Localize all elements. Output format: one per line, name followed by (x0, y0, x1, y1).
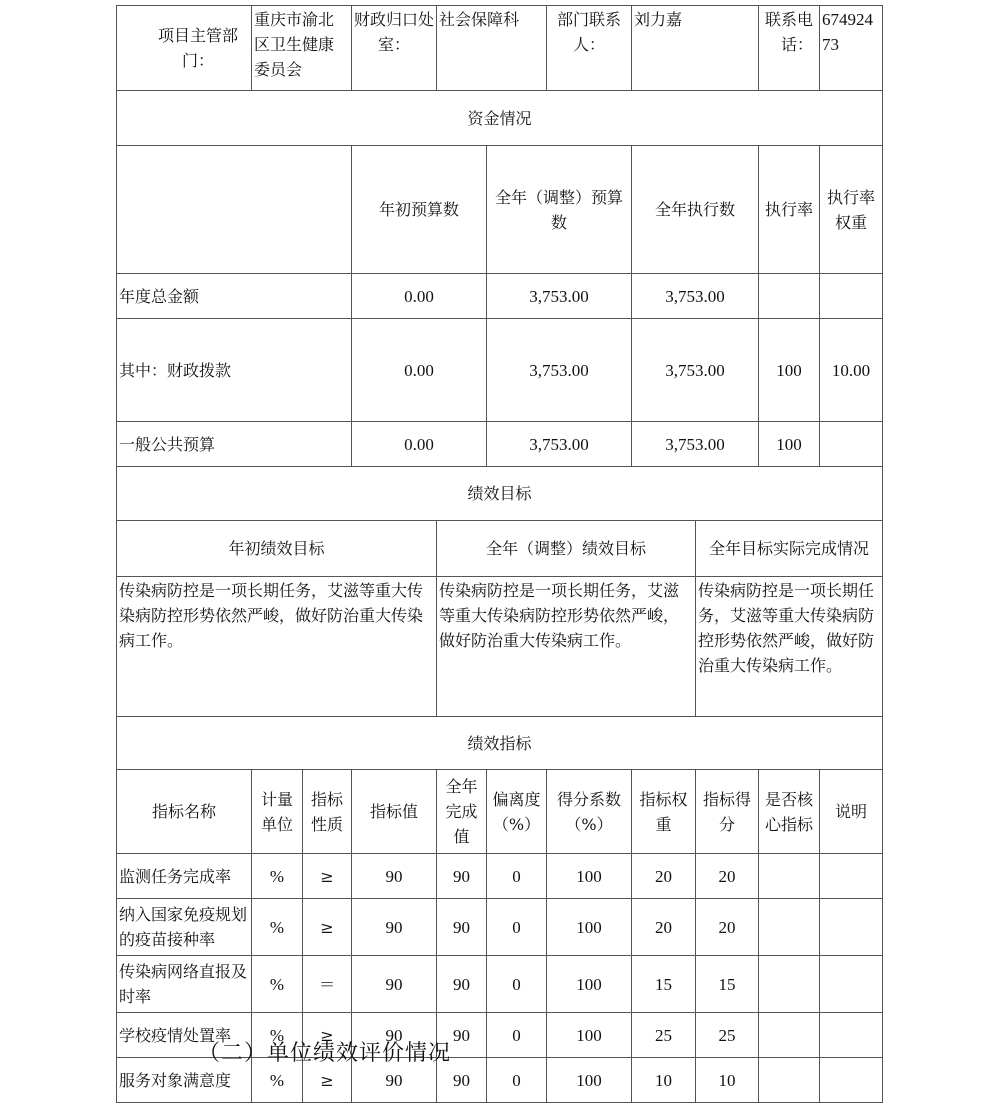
ind-score: 10 (696, 1058, 759, 1103)
ind-actual: 90 (437, 1058, 487, 1103)
ind-core (759, 956, 820, 1013)
ind-nature: ＝ (303, 956, 352, 1013)
funds-row-adjusted: 3,753.00 (487, 319, 632, 422)
ind-note (820, 854, 883, 899)
ind-header-note: 说明 (820, 770, 883, 854)
funds-row-weight: 10.00 (820, 319, 883, 422)
ind-name: 监测任务完成率 (117, 854, 252, 899)
indicators-section-title: 绩效指标 (117, 717, 883, 770)
ind-note (820, 956, 883, 1013)
ind-weight: 20 (632, 899, 696, 956)
ind-value: 90 (352, 899, 437, 956)
funds-header-adjusted: 全年（调整）预算数 (487, 146, 632, 274)
ind-name: 传染病网络直报及时率 (117, 956, 252, 1013)
ind-note (820, 899, 883, 956)
ind-core (759, 899, 820, 956)
ind-name: 服务对象满意度 (117, 1058, 252, 1103)
ind-actual: 90 (437, 1013, 487, 1058)
ind-header-coef: 得分系数（%） (547, 770, 632, 854)
funds-row-executed: 3,753.00 (632, 422, 759, 467)
funds-header-weight: 执行率权重 (820, 146, 883, 274)
contact-value: 刘力嘉 (632, 6, 759, 91)
goals-header-adjusted: 全年（调整）绩效目标 (437, 521, 696, 577)
finance-value: 社会保障科 (437, 6, 547, 91)
ind-nature: ≥ (303, 1058, 352, 1103)
ind-deviation: 0 (487, 854, 547, 899)
goals-header-initial: 年初绩效目标 (117, 521, 437, 577)
funds-row-rate: 100 (759, 422, 820, 467)
funds-row-initial: 0.00 (352, 319, 487, 422)
funds-header-row (117, 146, 883, 274)
ind-unit: % (252, 956, 303, 1013)
funds-row-rate (759, 274, 820, 319)
goals-actual-text: 传染病防控是一项长期任务，艾滋等重大传染病防控形势依然严峻，做好防治重大传染病工作。 (696, 577, 883, 717)
indicators-header-row (117, 770, 883, 854)
ind-name: 学校疫情处置率 (117, 1013, 252, 1058)
ind-deviation: 0 (487, 956, 547, 1013)
goals-header-row (117, 521, 883, 577)
ind-actual: 90 (437, 899, 487, 956)
funds-row-executed: 3,753.00 (632, 319, 759, 422)
funds-row-executed: 3,753.00 (632, 274, 759, 319)
ind-nature: ≥ (303, 899, 352, 956)
ind-weight: 10 (632, 1058, 696, 1103)
ind-coef: 100 (547, 899, 632, 956)
ind-actual: 90 (437, 956, 487, 1013)
ind-nature: ≥ (303, 854, 352, 899)
ind-coef: 100 (547, 956, 632, 1013)
ind-header-unit: 计量单位 (252, 770, 303, 854)
funds-section-title: 资金情况 (117, 91, 883, 146)
ind-header-core: 是否核心指标 (759, 770, 820, 854)
ind-deviation: 0 (487, 1013, 547, 1058)
funds-row-name: 其中：财政拨款 (117, 319, 352, 422)
goals-adjusted-text: 传染病防控是一项长期任务，艾滋等重大传染病防控形势依然严峻，做好防治重大传染病工作。 (437, 577, 696, 717)
indicator-row (117, 899, 883, 956)
ind-score: 20 (696, 854, 759, 899)
ind-unit: % (252, 854, 303, 899)
ind-header-deviation: 偏离度（%） (487, 770, 547, 854)
phone-value: 67492473 (820, 6, 883, 91)
ind-header-nature: 指标性质 (303, 770, 352, 854)
ind-deviation: 0 (487, 1058, 547, 1103)
goals-initial-text: 传染病防控是一项长期任务，艾滋等重大传染病防控形势依然严峻，做好防治重大传染病工作。 (117, 577, 437, 717)
ind-value: 90 (352, 854, 437, 899)
funds-row-weight (820, 422, 883, 467)
funds-row-name: 一般公共预算 (117, 422, 352, 467)
ind-value: 90 (352, 1058, 437, 1103)
ind-header-score: 指标得分 (696, 770, 759, 854)
phone-label: 联系电话： (759, 6, 820, 91)
finance-label: 财政归口处室： (352, 6, 437, 91)
funds-row-weight (820, 274, 883, 319)
funds-row (117, 274, 883, 319)
ind-header-name: 指标名称 (117, 770, 252, 854)
ind-note (820, 1013, 883, 1058)
funds-header-executed: 全年执行数 (632, 146, 759, 274)
ind-value: 90 (352, 956, 437, 1013)
performance-table (116, 5, 883, 1103)
ind-header-actual: 全年完成值 (437, 770, 487, 854)
funds-row-adjusted: 3,753.00 (487, 422, 632, 467)
ind-score: 15 (696, 956, 759, 1013)
indicator-row (117, 854, 883, 899)
ind-weight: 15 (632, 956, 696, 1013)
section-heading: （二）单位绩效评价情况 (198, 1041, 452, 1066)
funds-header-rate: 执行率 (759, 146, 820, 274)
ind-value: 90 (352, 1013, 437, 1058)
indicator-row (117, 956, 883, 1013)
ind-header-value: 指标值 (352, 770, 437, 854)
contact-label: 部门联系人： (547, 6, 632, 91)
funds-row-rate: 100 (759, 319, 820, 422)
funds-header-initial: 年初预算数 (352, 146, 487, 274)
ind-score: 25 (696, 1013, 759, 1058)
ind-core (759, 1058, 820, 1103)
goals-header-actual: 全年目标实际完成情况 (696, 521, 883, 577)
ind-core (759, 1013, 820, 1058)
goals-content-row (117, 577, 883, 717)
ind-weight: 25 (632, 1013, 696, 1058)
dept-value: 重庆市渝北区卫生健康委员会 (252, 6, 352, 91)
ind-unit: % (252, 1058, 303, 1103)
ind-name: 纳入国家免疫规划的疫苗接种率 (117, 899, 252, 956)
ind-actual: 90 (437, 854, 487, 899)
ind-unit: % (252, 1013, 303, 1058)
funds-row-initial: 0.00 (352, 274, 487, 319)
ind-header-weight: 指标权重 (632, 770, 696, 854)
ind-coef: 100 (547, 854, 632, 899)
ind-weight: 20 (632, 854, 696, 899)
ind-nature: ≥ (303, 1013, 352, 1058)
ind-unit: % (252, 899, 303, 956)
funds-row-adjusted: 3,753.00 (487, 274, 632, 319)
dept-label: 项目主管部门： (117, 6, 252, 91)
funds-row (117, 422, 883, 467)
ind-coef: 100 (547, 1013, 632, 1058)
funds-row (117, 319, 883, 422)
header-row (117, 6, 883, 91)
goals-section-title: 绩效目标 (117, 467, 883, 521)
ind-coef: 100 (547, 1058, 632, 1103)
funds-header-blank (117, 146, 352, 274)
funds-row-initial: 0.00 (352, 422, 487, 467)
funds-row-name: 年度总金额 (117, 274, 352, 319)
ind-note (820, 1058, 883, 1103)
ind-score: 20 (696, 899, 759, 956)
ind-deviation: 0 (487, 899, 547, 956)
ind-core (759, 854, 820, 899)
